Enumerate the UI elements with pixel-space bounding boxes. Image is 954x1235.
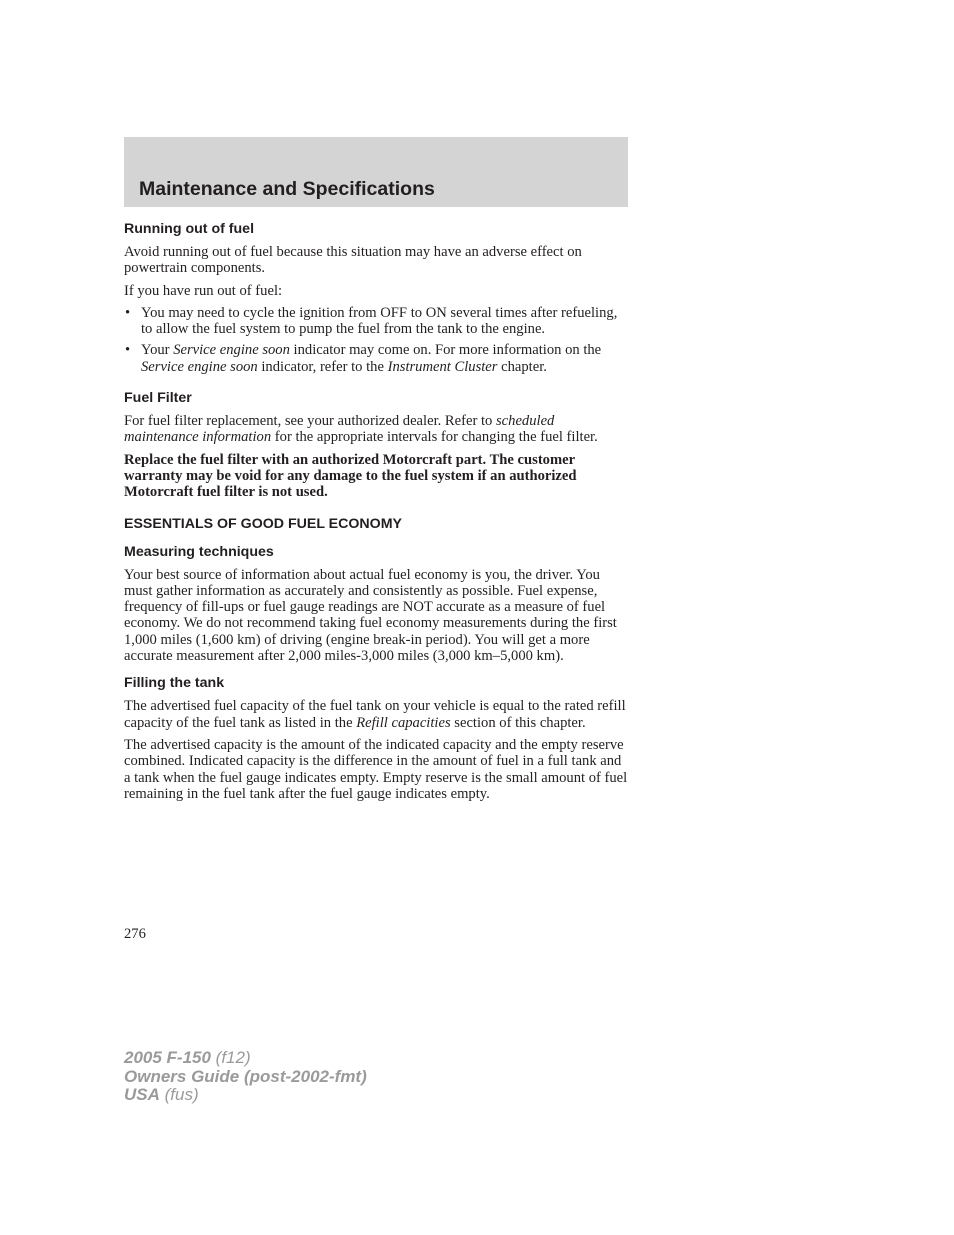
footer-line-2: Owners Guide (post-2002-fmt) [124,1066,367,1086]
section-header [124,137,628,207]
bullet-text: You may need to cycle the ignition from OFF to ON several times after refueling, to allow the fuel system to pump the fuel from the tank to the engine. [141,304,618,338]
warning-paragraph: Replace the fuel filter with an authorized Motorcraft part. The customer warranty may be void for any damage to the fuel system if an authorized Motorcraft fuel filter is not used. [124,451,577,501]
footer-line-1: 2005 F-150 (f12) [124,1048,251,1067]
list-item [124,305,630,338]
paragraph-running-lead: If you have run out of fuel: [124,282,283,299]
emphasis: Service engine soon [141,358,258,375]
footer-line-3: USA (fus) [124,1085,199,1104]
bullet-glyph: • [125,342,131,359]
heading-filling: Filling the tank [124,675,225,692]
heading-essentials: ESSENTIALS OF GOOD FUEL ECONOMY [124,515,402,532]
paragraph-filling-1: The advertised fuel capacity of the fuel tank on your vehicle is equal to the rated refill capacity of the fuel tank as listed in the Refill capacities section of this chapter. [124,698,626,731]
paragraph-running-intro: Avoid running out of fuel because this situation may have an adverse effect on powertrain components. [124,244,582,277]
paragraph-fuel-filter: For fuel filter replacement, see your authorized dealer. Refer to scheduled maintenance information for the appropriate intervals for changing the fuel filter. [124,413,598,446]
emphasis: scheduled maintenance information [124,413,555,446]
emphasis: Service engine soon [173,342,290,359]
bullet-glyph: • [125,304,131,321]
bullet-list [124,305,630,375]
heading-running-out-of-fuel: Running out of fuel [124,221,255,237]
section-title: Maintenance and Specifications [139,178,435,200]
document-footer [124,1049,367,1105]
list-item [124,342,630,375]
emphasis: Instrument Cluster [387,358,498,375]
heading-fuel-filter: Fuel Filter [124,390,192,407]
paragraph-filling-2: The advertised capacity is the amount of the indicated capacity and the empty reserve combined. Indicated capacity is the difference in the amount of fuel in a full tank and a tank when the fuel gauge indicates empty. Empty reserve is the small amount of fuel remaining in the fuel tank after the fuel gauge indicates empty. [124,736,628,802]
paragraph-measuring: Your best source of information about actual fuel economy is you, the driver. You must gather information as accurately and consistently as possible. Fuel expense, frequency of fill-ups or fuel gauge readings are NOT accurate as a measure of fuel economy. We do not recommend taking fuel economy measurements during the first 1,000 miles (1,600 km) of driving (engine break-in period). You will get a more accurate measurement after 2,000 miles-3,000 miles (3,000 km–5,000 km). [124,566,617,665]
emphasis: Refill capacities [356,714,451,731]
page-number: 276 [124,926,146,942]
page-content [124,220,630,808]
bullet-text: Your Service engine soon indicator may come on. For more information on the Service engine soon indicator, refer to the Instrument Cluster chapter. [141,342,602,375]
heading-measuring: Measuring techniques [124,543,274,560]
